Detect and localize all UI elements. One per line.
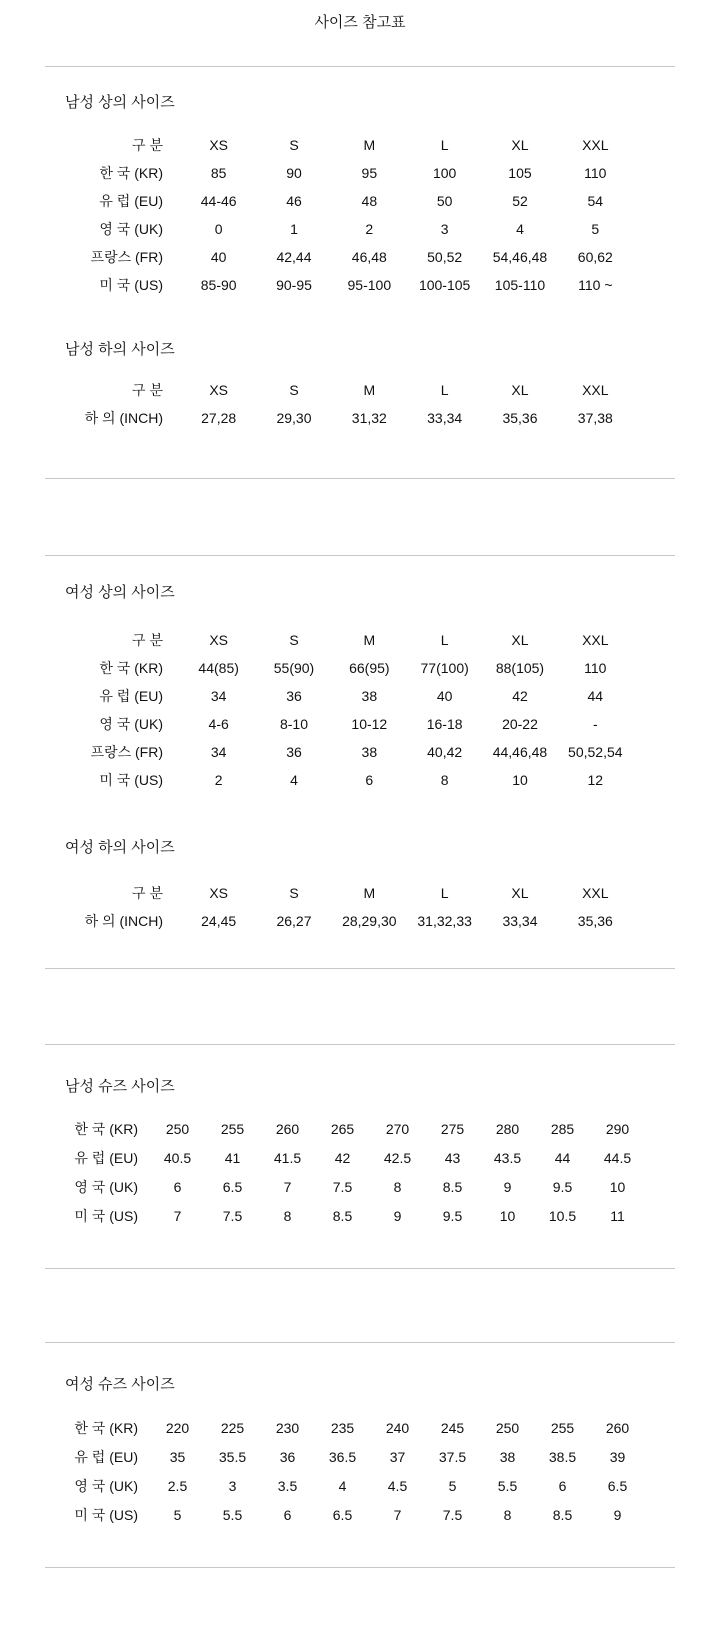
size-value: 6.5 [332, 1506, 353, 1523]
column-header: XS [209, 137, 228, 153]
size-value: 90 [286, 165, 302, 181]
column-header: XS [209, 632, 228, 648]
column-header: XS [209, 382, 228, 398]
size-value: 36.5 [328, 1448, 357, 1465]
size-value: 10 [609, 1178, 626, 1195]
size-value: 42,44 [276, 249, 312, 265]
table-row [60, 1471, 645, 1500]
column-header: M [363, 632, 376, 648]
table-row [60, 682, 633, 710]
womens-shoes-size-table [60, 1413, 645, 1529]
size-value: 40,42 [427, 744, 463, 760]
size-value: 37.5 [438, 1448, 467, 1465]
size-value: 95-100 [347, 277, 392, 293]
size-value: 8 [283, 1207, 292, 1224]
size-value: 235 [330, 1419, 355, 1436]
size-value: 7 [393, 1506, 402, 1523]
mens-shoes-size-table [60, 1114, 645, 1230]
row-label: 유 럽 (EU) [74, 1448, 138, 1465]
column-header: XL [511, 137, 529, 153]
row-label: 하 의 (INCH) [84, 913, 163, 929]
table-row [60, 1201, 645, 1230]
size-value: 10 [499, 1207, 516, 1224]
size-value: 230 [275, 1419, 300, 1436]
size-value: 43.5 [493, 1149, 522, 1166]
size-value: 10-12 [351, 716, 388, 732]
column-header-label: 구 분 [132, 382, 163, 398]
row-label: 미 국 (US) [99, 277, 163, 293]
size-value: 40 [210, 249, 227, 265]
size-value: 3.5 [277, 1477, 298, 1494]
size-value: 260 [605, 1419, 630, 1436]
row-label: 유 럽 (EU) [99, 193, 163, 209]
size-value: 8.5 [332, 1207, 353, 1224]
size-value: 77(100) [420, 660, 469, 676]
table-row [60, 159, 633, 187]
table-row [60, 1143, 645, 1172]
size-value: 46,48 [351, 249, 387, 265]
size-value: 5 [173, 1506, 182, 1523]
size-value: 8 [440, 772, 449, 788]
section-title-mens-top: 남성 상의 사이즈 [65, 94, 175, 111]
column-header: M [363, 885, 376, 901]
size-value: 33,34 [427, 410, 463, 426]
size-value: 35 [169, 1448, 186, 1465]
size-value: 39 [609, 1448, 626, 1465]
table-row [60, 1114, 645, 1143]
section-title-womens-bottom: 여성 하의 사이즈 [65, 839, 175, 856]
column-header: XXL [582, 382, 609, 398]
size-value: 245 [440, 1419, 465, 1436]
size-value: 6 [283, 1506, 292, 1523]
size-value: 110 [584, 660, 607, 676]
size-value: 8 [503, 1506, 512, 1523]
size-value: 250 [495, 1419, 520, 1436]
size-value: 5.5 [222, 1506, 243, 1523]
size-value: 16-18 [426, 716, 463, 732]
size-value: 0 [214, 221, 223, 237]
size-value: 29,30 [276, 410, 312, 426]
column-header: S [289, 382, 299, 398]
size-value: 4 [338, 1477, 347, 1494]
size-value: 265 [330, 1120, 355, 1137]
size-value: 6 [558, 1477, 567, 1494]
row-label: 영 국 (UK) [74, 1178, 138, 1195]
size-value: 255 [550, 1419, 575, 1436]
size-value: 38.5 [548, 1448, 577, 1465]
size-value: 3 [440, 221, 449, 237]
row-label: 미 국 (US) [74, 1506, 138, 1523]
size-value: 9.5 [442, 1207, 463, 1224]
size-value: 285 [550, 1120, 575, 1137]
size-value: 10 [512, 772, 528, 788]
size-value: 55(90) [273, 660, 315, 676]
size-value: 85 [210, 165, 227, 181]
size-value: 28,29,30 [342, 913, 397, 929]
column-header: S [289, 885, 299, 901]
column-header: L [440, 382, 449, 398]
section-title-mens-bottom: 남성 하의 사이즈 [65, 341, 175, 358]
size-value: 7 [173, 1207, 182, 1224]
table-row [60, 738, 633, 766]
column-header: XL [511, 632, 529, 648]
column-header-label: 구 분 [132, 885, 163, 901]
size-value: 41.5 [273, 1149, 302, 1166]
row-label: 유 럽 (EU) [74, 1149, 138, 1166]
row-label: 하 의 (INCH) [84, 410, 163, 426]
column-header: L [440, 632, 449, 648]
column-header: XL [511, 885, 529, 901]
size-value: 255 [220, 1120, 245, 1137]
size-value: 37 [389, 1448, 406, 1465]
table-row [60, 766, 633, 794]
size-value: 90-95 [276, 277, 312, 293]
size-value: 40.5 [163, 1149, 192, 1166]
size-value: 2 [365, 221, 374, 237]
size-value: 100 [432, 165, 457, 181]
size-value: 42 [334, 1149, 351, 1166]
size-value: 35,36 [502, 410, 538, 426]
size-value: 50,52,54 [568, 744, 623, 760]
size-value: 3 [228, 1477, 237, 1494]
row-label: 영 국 (UK) [74, 1477, 138, 1494]
size-value: 7.5 [222, 1207, 243, 1224]
table-row [60, 1442, 645, 1471]
column-header: L [440, 137, 449, 153]
row-label: 한 국 (KR) [99, 660, 163, 676]
divider [45, 1044, 675, 1045]
size-value: 8.5 [552, 1506, 573, 1523]
size-value: 6.5 [607, 1477, 628, 1494]
divider [45, 1567, 675, 1568]
size-value: 44 [554, 1149, 571, 1166]
size-value: 260 [275, 1120, 300, 1137]
table-row [60, 710, 633, 738]
row-label: 미 국 (US) [99, 772, 163, 788]
table-row [60, 271, 633, 299]
size-value: 36 [286, 744, 302, 760]
size-value: 7 [283, 1178, 292, 1195]
size-value: 8.5 [442, 1178, 463, 1195]
size-value: 54,46,48 [492, 249, 548, 265]
size-value: 54 [587, 193, 604, 209]
divider [45, 555, 675, 556]
size-value: 110 [584, 165, 607, 181]
size-value: 250 [165, 1120, 190, 1137]
size-value: 6.5 [222, 1178, 243, 1195]
size-value: 88(105) [495, 660, 545, 676]
column-header-label: 구 분 [132, 137, 163, 153]
size-value: 280 [495, 1120, 520, 1137]
size-value: 5 [448, 1477, 457, 1494]
size-value: 9.5 [552, 1178, 573, 1195]
mens-top-size-table [60, 131, 633, 299]
size-value: 5.5 [497, 1477, 518, 1494]
size-value: 225 [220, 1419, 245, 1436]
divider [45, 478, 675, 479]
row-label: 영 국 (UK) [99, 221, 163, 237]
size-value: 7.5 [332, 1178, 353, 1195]
size-value: 48 [361, 193, 378, 209]
size-value: 12 [587, 772, 604, 788]
size-value: 50 [436, 193, 453, 209]
divider [45, 1268, 675, 1269]
section-title-womens-top: 여성 상의 사이즈 [65, 584, 175, 601]
size-value: 9 [503, 1178, 512, 1195]
size-value: 2.5 [167, 1477, 188, 1494]
column-header: L [440, 885, 449, 901]
size-value: 31,32,33 [417, 913, 472, 929]
divider [45, 968, 675, 969]
table-row [60, 243, 633, 271]
column-header: XXL [582, 137, 609, 153]
size-value: 4 [516, 221, 524, 237]
size-value: 35.5 [218, 1448, 247, 1465]
size-value: 270 [385, 1120, 410, 1137]
section-title-mens-shoes: 남성 슈즈 사이즈 [65, 1078, 175, 1095]
column-header: XL [511, 382, 529, 398]
divider [45, 66, 675, 67]
size-value: 240 [385, 1419, 410, 1436]
table-row [60, 907, 633, 935]
size-value: 27,28 [201, 410, 237, 426]
table-row [60, 1413, 645, 1442]
size-value: 38 [361, 744, 378, 760]
size-value: 36 [286, 688, 302, 704]
size-value: 44-46 [200, 193, 237, 209]
size-value: 9 [393, 1207, 402, 1224]
size-value: 24,45 [201, 913, 237, 929]
size-value: 4.5 [387, 1477, 408, 1494]
size-value: 95 [361, 165, 378, 181]
row-label: 한 국 (KR) [74, 1120, 138, 1137]
size-value: 8-10 [279, 716, 308, 732]
size-value: 46 [286, 193, 302, 209]
womens-top-size-table [60, 626, 633, 794]
size-value: 37,38 [577, 410, 613, 426]
row-label: 프랑스 (FR) [90, 249, 163, 265]
column-header-label: 구 분 [132, 632, 163, 648]
size-value: 31,32 [351, 410, 387, 426]
size-value: 10.5 [548, 1207, 577, 1224]
size-value: 4-6 [208, 716, 229, 732]
table-row [60, 1172, 645, 1201]
column-header: M [363, 137, 376, 153]
size-value: 5 [591, 221, 600, 237]
size-value: 220 [165, 1419, 190, 1436]
column-header: S [289, 632, 299, 648]
size-value: 42 [512, 688, 528, 704]
womens-bottom-size-table [60, 879, 633, 935]
size-value: 60,62 [577, 249, 613, 265]
size-value: 34 [210, 688, 227, 704]
size-value: 9 [613, 1506, 622, 1523]
size-value: 38 [499, 1448, 516, 1465]
row-label: 유 럽 (EU) [99, 688, 163, 704]
row-label: 영 국 (UK) [99, 716, 163, 732]
size-value: 33,34 [502, 913, 538, 929]
row-label: 미 국 (US) [74, 1207, 138, 1224]
size-value: 26,27 [276, 913, 312, 929]
table-row [60, 187, 633, 215]
table-row [60, 654, 633, 682]
size-value: - [592, 716, 598, 732]
mens-bottom-size-table [60, 376, 633, 432]
size-value: 110 ~ [578, 277, 613, 293]
size-value: 40 [436, 688, 453, 704]
size-value: 50,52 [427, 249, 463, 265]
size-value: 290 [605, 1120, 630, 1137]
size-value: 8 [393, 1178, 402, 1195]
size-value: 44 [587, 688, 604, 704]
table-header-row [60, 376, 633, 404]
size-value: 36 [279, 1448, 296, 1465]
row-label: 한 국 (KR) [99, 165, 163, 181]
size-value: 1 [290, 221, 298, 237]
column-header: XXL [582, 632, 609, 648]
table-header-row [60, 626, 633, 654]
size-value: 6 [173, 1178, 182, 1195]
section-title-womens-shoes: 여성 슈즈 사이즈 [65, 1376, 175, 1393]
size-value: 2 [214, 772, 223, 788]
size-value: 42.5 [383, 1149, 412, 1166]
size-value: 38 [361, 688, 378, 704]
column-header: M [363, 382, 376, 398]
size-value: 105 [508, 165, 532, 181]
size-value: 275 [440, 1120, 465, 1137]
size-value: 85-90 [200, 277, 237, 293]
column-header: XXL [582, 885, 609, 901]
size-value: 44.5 [603, 1149, 632, 1166]
size-value: 41 [224, 1149, 241, 1166]
divider [45, 1342, 675, 1343]
size-value: 52 [512, 193, 528, 209]
size-value: 11 [610, 1207, 625, 1224]
size-value: 105-110 [494, 277, 546, 293]
table-header-row [60, 131, 633, 159]
size-value: 44(85) [198, 660, 239, 676]
row-label: 한 국 (KR) [74, 1419, 138, 1436]
table-header-row [60, 879, 633, 907]
size-value: 66(95) [349, 660, 390, 676]
size-value: 7.5 [442, 1506, 463, 1523]
size-value: 4 [290, 772, 298, 788]
page-title: 사이즈 참고표 [314, 14, 406, 31]
size-value: 35,36 [577, 913, 613, 929]
size-value: 34 [210, 744, 227, 760]
size-value: 44,46,48 [492, 744, 548, 760]
row-label: 프랑스 (FR) [90, 744, 163, 760]
column-header: XS [209, 885, 228, 901]
column-header: S [289, 137, 299, 153]
size-value: 100-105 [418, 277, 471, 293]
size-value: 43 [444, 1149, 461, 1166]
table-row [60, 404, 633, 432]
size-value: 20-22 [502, 716, 538, 732]
table-row [60, 215, 633, 243]
table-row [60, 1500, 645, 1529]
size-value: 6 [365, 772, 374, 788]
